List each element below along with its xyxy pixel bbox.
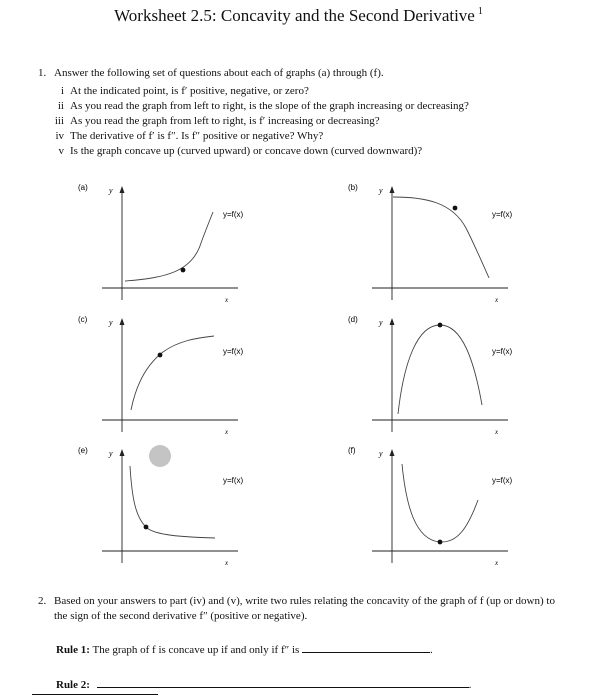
rule-2-answer-blank[interactable]	[97, 677, 469, 688]
graph-c-x-label: x	[225, 428, 229, 436]
rule-2: Rule 2: .	[56, 679, 472, 691]
graph-b-x-label: x	[495, 296, 499, 304]
graph-e-curve	[130, 466, 215, 538]
graph-b-y-label: y	[379, 186, 383, 195]
title-footnote: 1	[477, 6, 483, 18]
graph-d-curve	[398, 325, 482, 414]
question-item-i: i At the indicated point, is f′ positive, negative, or zero?	[60, 85, 309, 97]
graph-e-point	[144, 525, 149, 530]
rule-1-label: Rule 1:	[56, 644, 90, 656]
graph-e-label: (e)	[78, 446, 88, 455]
graph-f-point	[438, 540, 443, 545]
question-1-number: 1.	[38, 67, 47, 79]
graph-a-y-label: y	[109, 186, 113, 195]
graph-b-point	[453, 206, 458, 211]
rule-2-label: Rule 2:	[56, 679, 90, 691]
graph-b-curve	[393, 197, 489, 278]
graph-e-x-label: x	[225, 559, 229, 567]
graph-f-y-label: y	[379, 449, 383, 458]
graph-e-y-label: y	[109, 449, 113, 458]
graph-c-curve	[131, 336, 214, 410]
graph-c-y-arrow	[120, 318, 125, 325]
graph-c-label: (c)	[78, 315, 88, 324]
question-2-prompt	[38, 594, 558, 624]
question-item-v: v Is the graph concave up (curved upward) or concave down (curved downward)?	[58, 145, 423, 157]
graph-e	[78, 445, 244, 567]
graph-c-curve-label: y=f(x)	[223, 347, 244, 356]
question-2-text: Based on your answers to part (iv) and (v), write two rules relating the concavity of the graph of f (up or down) to the sign of the second derivative f″ (positive or negative).	[54, 595, 555, 622]
graph-f-curve	[402, 464, 478, 542]
page-title: Worksheet 2.5: Concavity and the Second Derivative $^1$	[114, 6, 483, 25]
graph-f-x-label: x	[495, 559, 499, 567]
graph-a-point	[181, 268, 186, 273]
graph-a-curve	[125, 212, 213, 281]
question-item-iii: iii As you read the graph from left to right, is f′ increasing or decreasing?	[54, 115, 380, 127]
graph-b-label: (b)	[348, 183, 358, 192]
rule-1: Rule 1: The graph of f is concave up if and only if f″ is .	[56, 644, 433, 656]
graph-a-label: (a)	[78, 183, 88, 192]
graph-b-curve-label: y=f(x)	[492, 210, 513, 219]
graph-a-x-label: x	[225, 296, 229, 304]
graph-d-x-label: x	[495, 428, 499, 436]
graph-f-curve-label: y=f(x)	[492, 476, 513, 485]
graph-e-gray-marker	[149, 445, 171, 467]
graph-d	[348, 315, 513, 436]
graph-d-y-arrow	[390, 318, 395, 325]
footnote-divider	[32, 694, 158, 695]
graph-b	[348, 183, 513, 304]
question-2-number: 2.	[38, 595, 47, 607]
graph-a	[78, 183, 244, 304]
question-1-text: Answer the following set of questions about each of graphs (a) through (f).	[54, 67, 384, 79]
graph-c-point	[158, 353, 163, 358]
graph-b-y-arrow	[390, 186, 395, 193]
graph-d-label: (d)	[348, 315, 358, 324]
graph-e-curve-label: y=f(x)	[223, 476, 244, 485]
graph-f	[348, 446, 513, 567]
graph-f-y-arrow	[390, 449, 395, 456]
graph-a-curve-label: y=f(x)	[223, 210, 244, 219]
graph-d-curve-label: y=f(x)	[492, 347, 513, 356]
graph-d-point	[438, 323, 443, 328]
question-item-iv: iv The derivative of f′ is f″. Is f″ positive or negative? Why?	[55, 130, 324, 142]
graph-f-label: (f)	[348, 446, 356, 455]
graph-a-y-arrow	[120, 186, 125, 193]
question-item-ii: ii As you read the graph from left to right, is the slope of the graph increasing or decreasing?	[57, 100, 469, 112]
graph-e-y-arrow	[120, 449, 125, 456]
graph-d-y-label: y	[379, 318, 383, 327]
graph-c	[78, 315, 244, 436]
rule-1-answer-blank[interactable]	[302, 642, 430, 653]
graph-c-y-label: y	[109, 318, 113, 327]
rule-1-text: The graph of f is concave up if and only if f″ is	[92, 644, 300, 656]
